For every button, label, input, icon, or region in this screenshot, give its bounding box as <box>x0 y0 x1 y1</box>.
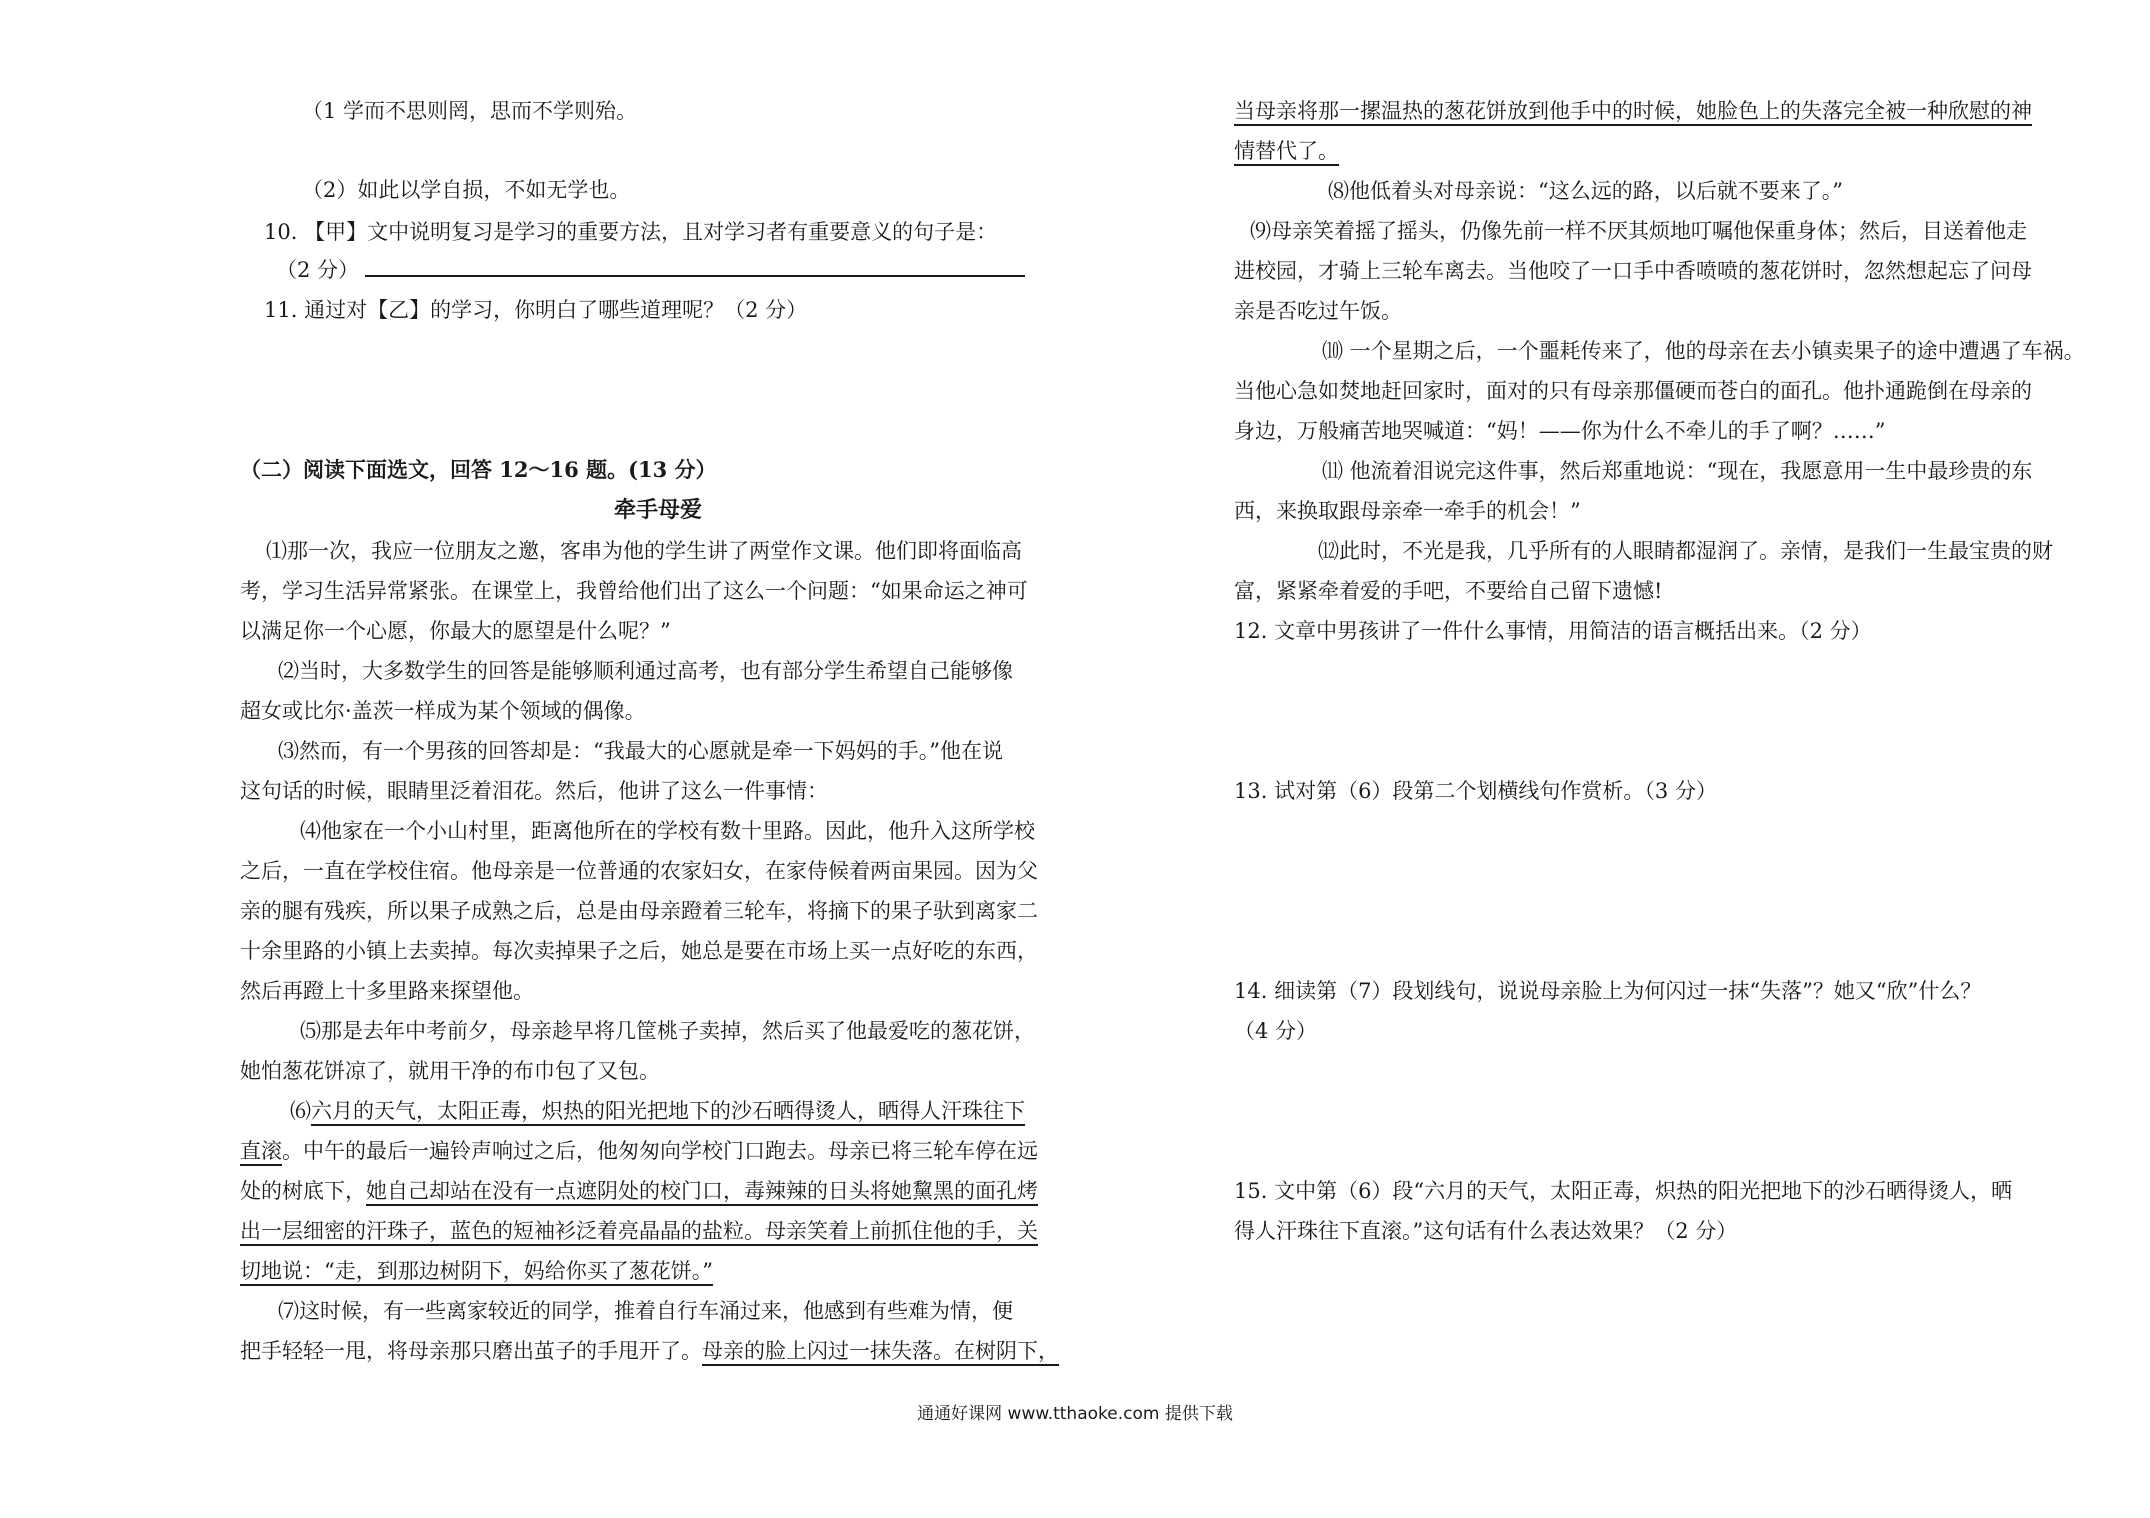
underlined-sentence-2-cont: 出一层细密的汗珠子，蓝色的短袖衫泛着亮晶晶的盐粒。母亲笑着上前抓住他的手，关 <box>240 1219 1038 1243</box>
paragraph-6-line <box>240 1131 1038 1171</box>
underlined-sentence-2-end: 切地说：“走，到那边树阴下，妈给你买了葱花饼。” <box>240 1259 713 1283</box>
previous-question-item-1: （1 学而不思则罔，思而不学则殆。 <box>302 99 638 123</box>
paragraph-4-line: 亲的腿有残疾，所以果子成熟之后，总是由母亲蹬着三轮车，将摘下的果子驮到离家二 <box>240 899 1038 923</box>
section-heading: （二）阅读下面选文，回答 12～16 题。(13 分） <box>240 457 717 482</box>
paragraph-4-line: 十余里路的小镇上去卖掉。每次卖掉果子之后，她总是要在市场上买一点好吃的东西， <box>240 939 1038 963</box>
paragraph-7-line: ⑺这时候，有一些离家较近的同学，推着自行车涌过来，他感到有些难为情，便 <box>278 1299 1013 1323</box>
paragraph-8-line: ⑻他低着头对母亲说：“这么远的路，以后就不要来了。” <box>1328 179 1843 203</box>
paragraph-5-line: 她怕葱花饼凉了，就用干净的布巾包了又包。 <box>240 1059 660 1083</box>
paragraph-12-line: ⑿此时，不光是我，几乎所有的人眼睛都湿润了。亲情，是我们一生最宝贵的财 <box>1318 539 2053 563</box>
question-10-answer-line[interactable] <box>276 250 1025 290</box>
paragraph-9-line: 进校园，才骑上三轮车离去。当他咬了一口手中香喷喷的葱花饼时，忽然想起忘了问母 <box>1234 259 2032 283</box>
paragraph-6-text: 。中午的最后一遍铃声响过之后，他匆匆向学校门口跑去。母亲已将三轮车停在远 <box>282 1139 1038 1163</box>
paragraph-6-line <box>240 1171 1038 1211</box>
previous-question-item-2: （2）如此以学自损，不如无学也。 <box>302 178 631 202</box>
paragraph-number: ⑹ <box>290 1099 311 1123</box>
paragraph-5-line: ⑸那是去年中考前夕，母亲趁早将几筐桃子卖掉，然后买了他最爱吃的葱花饼， <box>300 1019 1035 1043</box>
underlined-sentence-3-end: 情替代了。 <box>1234 139 1339 163</box>
paragraph-2-line: ⑵当时，大多数学生的回答是能够顺利通过高考，也有部分学生希望自己能够像 <box>278 659 1013 683</box>
underlined-sentence-3: 母亲的脸上闪过一抹失落。在树阴下， <box>702 1339 1059 1363</box>
paragraph-1-line: ⑴那一次，我应一位朋友之邀，客串为他的学生讲了两堂作文课。他们即将面临高 <box>266 539 1022 563</box>
underlined-sentence-1-end: 直滚 <box>240 1139 282 1163</box>
underlined-sentence-3-cont: 当母亲将那一摞温热的葱花饼放到他手中的时候，她脸色上的失落完全被一种欣慰的神 <box>1234 99 2032 123</box>
page-footer: 通通好课网 www.tthaoke.com 提供下载 <box>917 1404 1233 1424</box>
underlined-sentence-2: 她自己却站在没有一点遮阴处的校门口，毒辣辣的日头将她黧黑的面孔烤 <box>366 1179 1038 1203</box>
paragraph-2-line: 超女或比尔·盖茨一样成为某个领域的偶像。 <box>240 699 646 723</box>
underlined-sentence-1: 六月的天气，太阳正毒，炽热的阳光把地下的沙石晒得烫人，晒得人汗珠往下 <box>311 1099 1025 1123</box>
question-11-prompt: 11. 通过对【乙】的学习，你明白了哪些道理呢？（2 分） <box>264 298 808 322</box>
paragraph-7-line <box>240 1331 1059 1371</box>
paragraph-4-line: 之后，一直在学校住宿。他母亲是一位普通的农家妇女，在家侍候着两亩果园。因为父 <box>240 859 1038 883</box>
paragraph-7-text: 把手轻轻一甩，将母亲那只磨出茧子的手甩开了。 <box>240 1339 702 1363</box>
paragraph-3-line: ⑶然而，有一个男孩的回答却是：“我最大的心愿就是牵一下妈妈的手。”他在说 <box>278 739 1003 763</box>
question-15-prompt-cont: 得人汗珠往下直滚。”这句话有什么表达效果？（2 分） <box>1234 1219 1738 1243</box>
question-14-prompt: 14. 细读第（7）段划线句，说说母亲脸上为何闪过一抹“失落”？她又“欣”什么？ <box>1234 979 1982 1003</box>
paragraph-1-line: 考，学习生活异常紧张。在课堂上，我曾给他们出了这么一个问题：“如果命运之神可 <box>240 579 1028 603</box>
paragraph-6-line <box>290 1091 1025 1131</box>
paragraph-10-line: ⑽ 一个星期之后，一个噩耗传来了，他的母亲在去小镇卖果子的途中遭遇了车祸。 <box>1322 339 2085 363</box>
paragraph-10-line: 身边，万般痛苦地哭喊道：“妈！——你为什么不牵儿的手了啊？……” <box>1234 419 1886 443</box>
paragraph-9-line: ⑼母亲笑着摇了摇头，仍像先前一样不厌其烦地叮嘱他保重身体；然后，目送着他走 <box>1250 219 2027 243</box>
question-13-prompt: 13. 试对第（6）段第二个划横线句作赏析。（3 分） <box>1234 779 1717 803</box>
paragraph-4-line: ⑷他家在一个小山村里，距离他所在的学校有数十里路。因此，他升入这所学校 <box>300 819 1035 843</box>
question-12-prompt: 12. 文章中男孩讲了一件什么事情，用简洁的语言概括出来。（2 分） <box>1234 619 1872 643</box>
right-column <box>1234 0 2085 1400</box>
answer-blank[interactable] <box>365 253 1025 277</box>
left-column <box>240 0 1080 1400</box>
paragraph-3-line: 这句话的时候，眼睛里泛着泪花。然后，他讲了这么一件事情： <box>240 779 828 803</box>
paragraph-9-line: 亲是否吃过午饭。 <box>1234 299 1402 323</box>
paragraph-11-line: ⑾ 他流着泪说完这件事，然后郑重地说：“现在，我愿意用一生中最珍贵的东 <box>1322 459 2033 483</box>
question-15-prompt: 15. 文中第（6）段“六月的天气，太阳正毒，炽热的阳光把地下的沙石晒得烫人，晒 <box>1234 1179 2013 1203</box>
question-10-score: （2 分） <box>276 258 360 282</box>
paragraph-4-line: 然后再蹬上十多里路来探望他。 <box>240 979 534 1003</box>
article-title: 牵手母爱 <box>614 497 703 523</box>
question-10-prompt: 10. 【甲】文中说明复习是学习的重要方法，且对学习者有重要意义的句子是： <box>264 220 998 244</box>
paragraph-12-line: 富，紧紧牵着爱的手吧，不要给自己留下遗憾! <box>1234 579 1663 603</box>
paragraph-6-text: 处的树底下， <box>240 1179 366 1203</box>
paragraph-11-line: 西，来换取跟母亲牵一牵手的机会！” <box>1234 499 1581 523</box>
question-14-score: （4 分） <box>1234 1019 1318 1043</box>
paragraph-10-line: 当他心急如焚地赶回家时，面对的只有母亲那僵硬而苍白的面孔。他扑通跪倒在母亲的 <box>1234 379 2032 403</box>
paragraph-1-line: 以满足你一个心愿，你最大的愿望是什么呢？” <box>240 619 671 643</box>
